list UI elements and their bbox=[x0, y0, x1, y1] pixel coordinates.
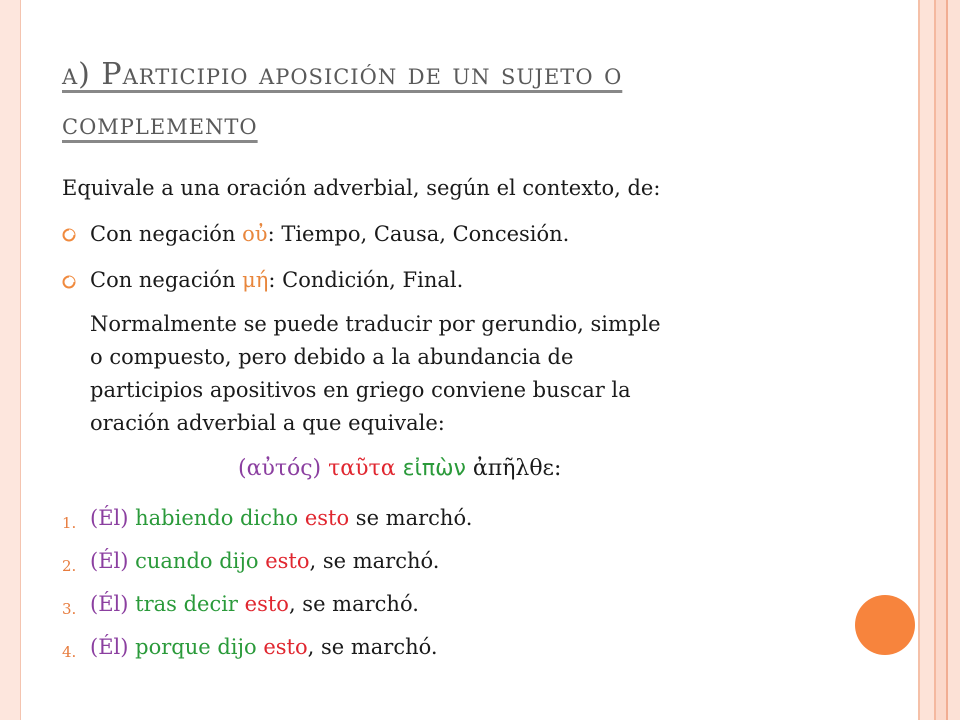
list-number: 1. bbox=[62, 514, 77, 532]
left-frame bbox=[0, 0, 21, 720]
example-4 bbox=[90, 635, 438, 659]
title-line-2: complemento bbox=[62, 107, 258, 142]
example-verb: cuando dijo bbox=[135, 549, 259, 573]
greek-subject: (αὐτός) bbox=[238, 456, 322, 481]
example-object: esto bbox=[304, 506, 350, 530]
example-rest: , se marchó. bbox=[309, 549, 440, 573]
example-verb: tras decir bbox=[135, 592, 238, 616]
bullet-1-suffix: : Tiempo, Causa, Concesión. bbox=[267, 222, 570, 246]
greek-verb: ἀπῆλθε: bbox=[472, 456, 562, 481]
bullet-2-prefix: Con negación bbox=[90, 268, 243, 292]
bullet-1-prefix: Con negación bbox=[90, 222, 243, 246]
orange-circle-decoration bbox=[855, 595, 915, 655]
bullet-icon bbox=[62, 228, 76, 242]
list-number: 3. bbox=[62, 600, 77, 618]
example-object: esto bbox=[263, 635, 308, 659]
example-object: esto bbox=[265, 549, 310, 573]
greek-sentence bbox=[238, 456, 561, 481]
bullet-1 bbox=[90, 222, 569, 246]
example-rest: , se marchó. bbox=[307, 635, 438, 659]
bullet-2 bbox=[90, 268, 463, 292]
paragraph-line-3: participios apositivos en griego conviene buscar la bbox=[90, 378, 631, 402]
paragraph-line-2: o compuesto, pero debido a la abundancia de bbox=[90, 345, 574, 369]
negation-ou: οὐ bbox=[242, 222, 268, 246]
example-verb: habiendo dicho bbox=[135, 506, 299, 530]
example-rest: se marchó. bbox=[349, 506, 473, 530]
example-subject: (Él) bbox=[90, 592, 129, 616]
greek-object: ταῦτα bbox=[328, 456, 396, 481]
example-subject: (Él) bbox=[90, 506, 129, 530]
intro-text: Equivale a una oración adverbial, según el contexto, de: bbox=[62, 176, 661, 200]
list-number: 4. bbox=[62, 643, 77, 661]
example-1 bbox=[90, 506, 472, 530]
example-subject: (Él) bbox=[90, 549, 129, 573]
paragraph-line-1: Normalmente se puede traducir por gerundio, simple bbox=[90, 312, 661, 336]
example-verb: porque dijo bbox=[135, 635, 257, 659]
paragraph-line-4: oración adverbial a que equivale: bbox=[90, 411, 445, 435]
example-2 bbox=[90, 549, 439, 573]
example-rest: , se marchó. bbox=[288, 592, 419, 616]
bullet-icon bbox=[62, 275, 76, 289]
greek-participle: εἰπὼν bbox=[402, 456, 466, 481]
negation-me: μή bbox=[242, 268, 269, 292]
title-line-1: a) Participio aposición de un sujeto o bbox=[62, 57, 623, 92]
list-number: 2. bbox=[62, 557, 77, 575]
example-subject: (Él) bbox=[90, 635, 129, 659]
example-3 bbox=[90, 592, 419, 616]
example-object: esto bbox=[244, 592, 289, 616]
slide-title bbox=[62, 50, 862, 150]
bullet-2-suffix: : Condición, Final. bbox=[268, 268, 464, 292]
